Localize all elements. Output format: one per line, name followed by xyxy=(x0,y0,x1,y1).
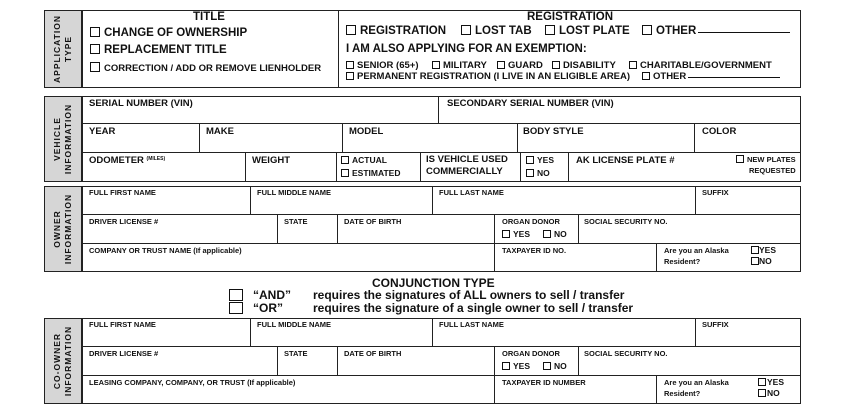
checkbox-icon[interactable] xyxy=(502,230,510,238)
checkbox-icon[interactable] xyxy=(736,155,744,163)
serial-number-field[interactable]: SERIAL NUMBER (VIN) xyxy=(89,98,193,109)
co-owner-company-field[interactable]: LEASING COMPANY, COMPANY, OR TRUST (If applicable) xyxy=(89,378,296,387)
checkbox-icon[interactable] xyxy=(642,25,652,35)
lost-tab-option[interactable]: LOST TAB xyxy=(461,25,532,37)
senior-exemption-option[interactable]: SENIOR (65+) xyxy=(346,60,419,71)
checkbox-icon[interactable] xyxy=(543,230,551,238)
checkbox-icon[interactable] xyxy=(552,61,560,69)
make-field[interactable]: MAKE xyxy=(206,126,234,137)
registration-other-option[interactable]: OTHER xyxy=(642,25,790,37)
owner-ssn-field[interactable]: SOCIAL SECURITY NO. xyxy=(584,217,668,226)
owner-organ-donor-label: ORGAN DONOR xyxy=(502,217,560,226)
and-description: requires the signatures of ALL owners to sell / transfer xyxy=(313,288,625,302)
registration-heading: REGISTRATION xyxy=(527,11,614,23)
body-style-field[interactable]: BODY STYLE xyxy=(523,126,584,137)
checkbox-icon[interactable] xyxy=(90,44,100,54)
weight-estimated-option[interactable]: ESTIMATED xyxy=(341,168,400,178)
model-field[interactable]: MODEL xyxy=(349,126,384,137)
co-owner-organ-donor-no[interactable]: NO xyxy=(543,361,567,371)
checkbox-icon[interactable] xyxy=(497,61,505,69)
military-exemption-option[interactable]: MILITARY xyxy=(432,60,487,71)
title-heading: TITLE xyxy=(193,11,225,23)
co-owner-first-name-field[interactable]: FULL FIRST NAME xyxy=(89,320,156,329)
co-owner-ssn-field[interactable]: SOCIAL SECURITY NO. xyxy=(584,349,668,358)
checkbox-icon[interactable] xyxy=(502,362,510,370)
new-plates-option[interactable]: NEW PLATES xyxy=(736,155,796,164)
co-owner-resident-no[interactable]: NO xyxy=(758,388,780,398)
checkbox-icon[interactable] xyxy=(629,61,637,69)
co-owner-resident-yes[interactable]: YES xyxy=(758,377,784,387)
owner-first-name-field[interactable]: FULL FIRST NAME xyxy=(89,188,156,197)
checkbox-icon[interactable] xyxy=(341,169,349,177)
odometer-field[interactable]: ODOMETER $^{(MILES)}$ xyxy=(89,155,166,166)
checkbox-icon[interactable] xyxy=(526,156,534,164)
owner-organ-donor-no[interactable]: NO xyxy=(543,229,567,239)
color-field[interactable]: COLOR xyxy=(702,126,737,137)
and-checkbox-icon[interactable] xyxy=(229,289,243,301)
owner-information-label: OWNER INFORMATION xyxy=(44,186,82,272)
co-owner-middle-name-field[interactable]: FULL MIDDLE NAME xyxy=(257,320,332,329)
checkbox-icon[interactable] xyxy=(90,62,100,72)
checkbox-icon[interactable] xyxy=(642,72,650,80)
checkbox-icon[interactable] xyxy=(751,257,759,265)
weight-field[interactable]: WEIGHT xyxy=(252,155,290,166)
lost-plate-option[interactable]: LOST PLATE xyxy=(545,25,630,37)
co-owner-taxpayer-id-field[interactable]: TAXPAYER ID NUMBER xyxy=(502,378,586,387)
owner-resident-yes[interactable]: YES xyxy=(751,245,776,255)
checkbox-icon[interactable] xyxy=(526,169,534,177)
checkbox-icon[interactable] xyxy=(346,61,354,69)
co-owner-organ-donor-label: ORGAN DONOR xyxy=(502,349,560,358)
permanent-registration-option[interactable]: PERMANENT REGISTRATION (I LIVE IN AN ELIGIBLE AREA) xyxy=(346,71,630,82)
year-field[interactable]: YEAR xyxy=(89,126,116,137)
owner-suffix-field[interactable]: SUFFIX xyxy=(702,188,729,197)
co-owner-information-label: CO-OWNER INFORMATION xyxy=(44,318,82,404)
exemption-other-option[interactable]: OTHER xyxy=(642,71,780,82)
owner-company-field[interactable]: COMPANY OR TRUST NAME (If applicable) xyxy=(89,246,242,255)
commercial-yes-option[interactable]: YES xyxy=(526,155,554,165)
owner-driver-license-field[interactable]: DRIVER LICENSE # xyxy=(89,217,159,226)
checkbox-icon[interactable] xyxy=(758,378,766,386)
checkbox-icon[interactable] xyxy=(758,389,766,397)
checkbox-icon[interactable] xyxy=(461,25,471,35)
and-option: “AND” xyxy=(253,288,291,302)
guard-exemption-option[interactable]: GUARD xyxy=(497,60,543,71)
owner-resident-label-2: Resident? xyxy=(664,257,701,266)
secondary-serial-number-field[interactable]: SECONDARY SERIAL NUMBER (VIN) xyxy=(447,98,614,109)
disability-exemption-option[interactable]: DISABILITY xyxy=(552,60,616,71)
owner-middle-name-field[interactable]: FULL MIDDLE NAME xyxy=(257,188,332,197)
vehicle-information-label: VEHICLE INFORMATION xyxy=(44,96,82,182)
owner-last-name-field[interactable]: FULL LAST NAME xyxy=(439,188,504,197)
co-owner-dob-field[interactable]: DATE OF BIRTH xyxy=(344,349,402,358)
new-plates-label-2: REQUESTED xyxy=(749,166,796,175)
or-option: “OR” xyxy=(253,301,283,315)
license-plate-field[interactable]: AK LICENSE PLATE # xyxy=(576,155,675,166)
checkbox-icon[interactable] xyxy=(432,61,440,69)
co-owner-state-field[interactable]: STATE xyxy=(284,349,308,358)
exemption-heading: I AM ALSO APPLYING FOR AN EXEMPTION: xyxy=(346,43,587,55)
checkbox-icon[interactable] xyxy=(346,72,354,80)
co-owner-resident-label: Are you an Alaska xyxy=(664,378,729,387)
change-of-ownership-option[interactable]: CHANGE OF OWNERSHIP xyxy=(90,27,247,39)
registration-option[interactable]: REGISTRATION xyxy=(346,25,446,37)
checkbox-icon[interactable] xyxy=(341,156,349,164)
co-owner-suffix-field[interactable]: SUFFIX xyxy=(702,320,729,329)
conjunction-heading: CONJUNCTION TYPE xyxy=(372,276,495,290)
owner-resident-label: Are you an Alaska xyxy=(664,246,729,255)
charitable-exemption-option[interactable]: CHARITABLE/GOVERNMENT xyxy=(629,60,772,71)
or-checkbox-icon[interactable] xyxy=(229,302,243,314)
or-description: requires the signature of a single owner to sell / transfer xyxy=(313,301,634,315)
checkbox-icon[interactable] xyxy=(545,25,555,35)
weight-actual-option[interactable]: ACTUAL xyxy=(341,155,387,165)
owner-resident-no[interactable]: NO xyxy=(751,256,772,266)
application-type-label: APPLICATION TYPE xyxy=(44,10,82,88)
owner-dob-field[interactable]: DATE OF BIRTH xyxy=(344,217,402,226)
checkbox-icon[interactable] xyxy=(543,362,551,370)
owner-taxpayer-id-field[interactable]: TAXPAYER ID NO. xyxy=(502,246,567,255)
used-commercially-label-2: COMMERCIALLY xyxy=(426,166,503,177)
replacement-title-option[interactable]: REPLACEMENT TITLE xyxy=(90,44,227,56)
owner-state-field[interactable]: STATE xyxy=(284,217,308,226)
checkbox-icon[interactable] xyxy=(90,27,100,37)
used-commercially-label: IS VEHICLE USED xyxy=(426,154,508,165)
co-owner-organ-donor-yes[interactable]: YES xyxy=(502,361,530,371)
checkbox-icon[interactable] xyxy=(751,246,759,254)
co-owner-resident-label-2: Resident? xyxy=(664,389,701,398)
correction-lienholder-option[interactable]: CORRECTION / ADD OR REMOVE LIENHOLDER xyxy=(90,62,321,74)
checkbox-icon[interactable] xyxy=(346,25,356,35)
commercial-no-option[interactable]: NO xyxy=(526,168,550,178)
co-owner-last-name-field[interactable]: FULL LAST NAME xyxy=(439,320,504,329)
co-owner-driver-license-field[interactable]: DRIVER LICENSE # xyxy=(89,349,159,358)
owner-organ-donor-yes[interactable]: YES xyxy=(502,229,530,239)
